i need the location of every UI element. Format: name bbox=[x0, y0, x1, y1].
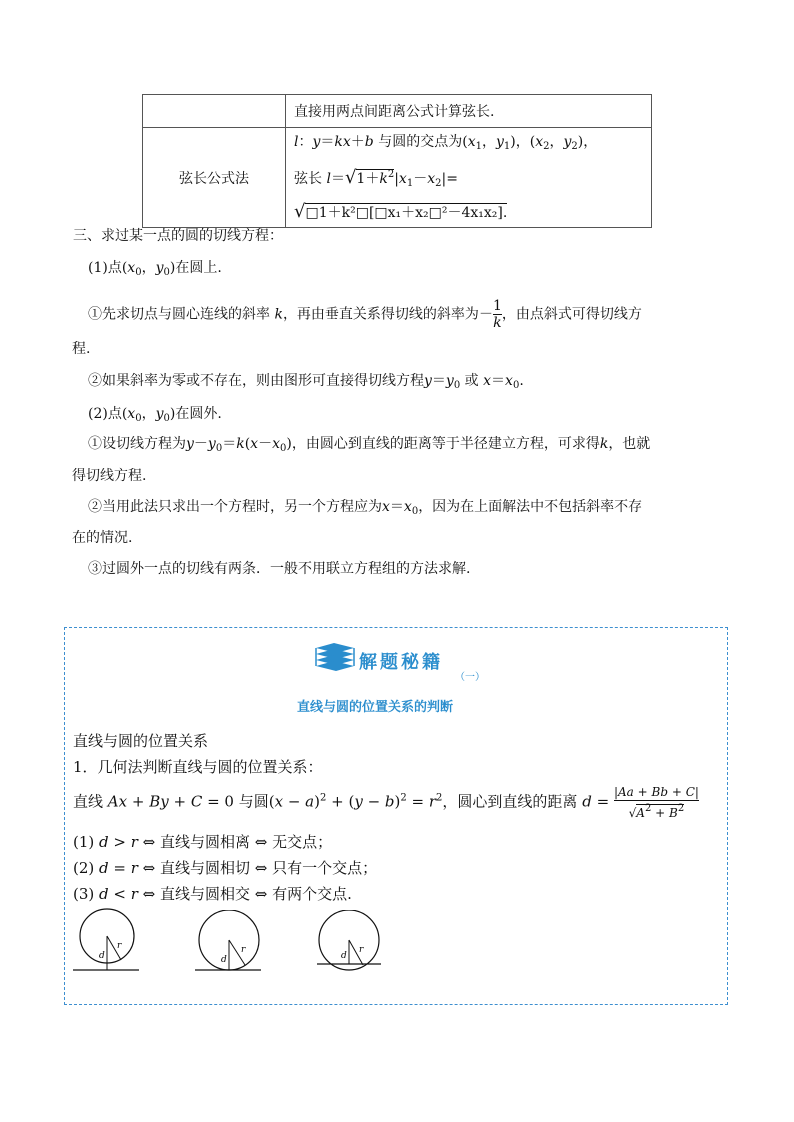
distance-fraction: $\frac{|Aa + Bb + C|}{√A^2 + B^2}$ bbox=[613, 785, 699, 820]
svg-text:r: r bbox=[117, 941, 122, 951]
figure-intersect bbox=[315, 910, 385, 976]
case-intersect: (3) d < r ⇔ 直线与圆相交 ⇔ 有两个交点. bbox=[73, 885, 352, 903]
case-tangent: (2) d = r ⇔ 直线与圆相切 ⇔ 只有一个交点； bbox=[73, 859, 378, 877]
paragraph-two-tangents: ③过圆外一点的切线有两条．一般不用联立方程组的方法求解. bbox=[88, 561, 471, 577]
table-cell-distance-formula: 直接用两点间距离公式计算弦长. bbox=[286, 95, 652, 128]
section-heading: 三、求过某一点的圆的切线方程： bbox=[73, 228, 283, 244]
svg-text:r: r bbox=[359, 945, 364, 955]
paragraph-slope-step: ①先求切点与圆心连线的斜率 k，再由垂直关系得切线的斜率为－ $\frac{1}{k}$ ，由点斜式可得切线方 bbox=[88, 298, 642, 331]
table-cell-empty bbox=[143, 95, 286, 128]
paragraph-slope-step-cont: 程. bbox=[72, 341, 91, 357]
svg-text:r: r bbox=[241, 945, 246, 955]
banner-title: 解题秘籍 bbox=[359, 652, 443, 673]
solution-tips-box bbox=[64, 627, 728, 1005]
chord-formula-line2: 弦长 $l=√1+k^2|x_1-x_2|=$ bbox=[294, 167, 458, 189]
table-cell-chord-formula bbox=[286, 128, 652, 228]
paragraph-missing-slope: ②当用此法只求出一个方程时，另一个方程应为$x=x_0$，因为在上面解法中不包括斜率不存 bbox=[88, 499, 643, 517]
svg-text:d: d bbox=[341, 951, 347, 961]
box-line-formula: 直线 Ax + By + C = 0 与圆$(x - a)^2 + (y - b)^2 = r^2$，圆心到直线的距离 d = $\frac{|Aa + Bb + C|}{√A^2 + B^2}$ bbox=[73, 785, 699, 820]
figure-tangent bbox=[193, 910, 263, 976]
paragraph-tangent-setup-cont: 得切线方程. bbox=[72, 468, 147, 484]
books-icon bbox=[314, 642, 356, 676]
paragraph-point-on-circle: (1)点($x_0$，$y_0$)在圆上. bbox=[88, 260, 222, 278]
box-subtitle: 直线与圆的位置关系的判断 bbox=[297, 700, 454, 715]
table-row bbox=[143, 128, 652, 228]
paragraph-point-outside: (2)点($x_0$，$y_0$)在圆外. bbox=[88, 406, 222, 424]
svg-text:d: d bbox=[99, 951, 105, 961]
paragraph-tangent-setup: ①设切线方程为$y-y_0=k(x-x_0)$，由圆心到直线的距离等于半径建立方程，可求得k，也就 bbox=[88, 436, 651, 454]
svg-text:d: d bbox=[221, 955, 227, 965]
table-row bbox=[143, 95, 652, 128]
table-cell-chord-formula-label: 弦长公式法 bbox=[143, 128, 286, 228]
paragraph-zero-slope: ②如果斜率为零或不存在，则由图形可直接得切线方程$y=y_0$ 或 $x=x_0$. bbox=[88, 373, 524, 391]
case-separate: (1) d > r ⇔ 直线与圆相离 ⇔ 无交点； bbox=[73, 833, 333, 851]
box-line-title: 直线与圆的位置关系 bbox=[73, 732, 209, 750]
chord-formula-line3: √□1＋k²□[□x₁＋x₂□²－4x₁x₂]. bbox=[294, 201, 508, 222]
chord-formula-line1: l：y＝kx＋b 与圆的交点为($x_1$，$y_1$)，($x_2$，$y_2$)， bbox=[294, 134, 598, 152]
figure-separate bbox=[71, 908, 141, 974]
box-line-method: 1．几何法判断直线与圆的位置关系： bbox=[73, 758, 323, 776]
banner-subtitle: （一） bbox=[455, 672, 485, 683]
chord-method-table bbox=[142, 94, 652, 228]
paragraph-missing-slope-cont: 在的情况. bbox=[72, 530, 133, 546]
neg-reciprocal-fraction: $\frac{1}{k}$ bbox=[492, 298, 502, 331]
